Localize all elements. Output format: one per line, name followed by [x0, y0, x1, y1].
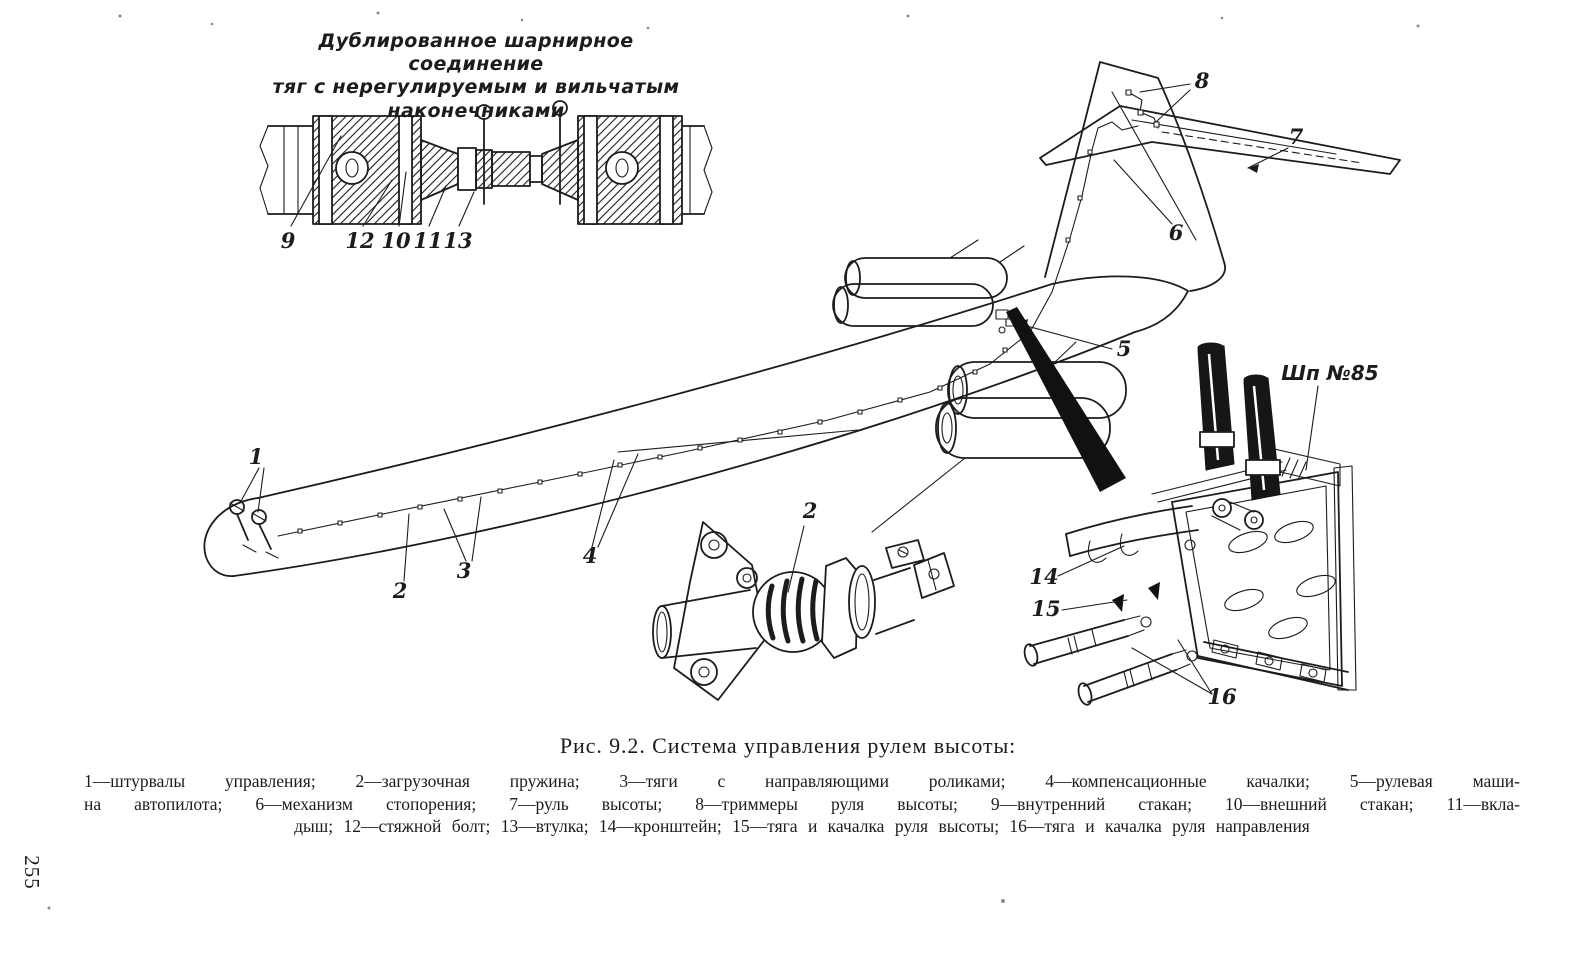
joint-inset-title — [250, 30, 702, 123]
joint-right-clamp — [578, 116, 682, 224]
callout-2-spring: 2 — [802, 498, 818, 523]
spring-rod-end — [874, 540, 954, 634]
detail-pointer-arrow — [1006, 307, 1126, 492]
joint-inset-title-line-3: наконечниками — [387, 99, 565, 122]
callout-5: 5 — [1116, 336, 1132, 361]
figure-legend — [84, 770, 1520, 838]
callout-10: 10 — [381, 228, 411, 253]
elevator-rod — [1023, 616, 1151, 667]
callout-11: 11 — [413, 228, 443, 253]
fuselage-outline — [204, 276, 1188, 576]
control-wheels — [230, 500, 278, 558]
callout-3: 3 — [456, 558, 472, 583]
callout-1: 1 — [248, 444, 264, 469]
joint-inset-title-line-2: тяг с нерегулируемым и вильчатым — [272, 76, 680, 99]
joint-right-tube — [682, 126, 712, 214]
spring-housing — [753, 558, 875, 658]
spring-detail-drawing — [653, 498, 954, 700]
joint-inset-title-line-1: Дублированное шарнирное соединение — [318, 30, 634, 76]
figure-legend-line-1: 1—штурвалы управления; 2—загрузочная пружина; 3—тяги с направляющими роликами; 4—компенсационные качалки; 5—рулевая маши- — [84, 771, 1520, 791]
figure-legend-line-3: дыш; 12—стяжной болт; 13—втулка; 14—кронштейн; 15—тяга и качалка руля высоты; 16—тяга и качалка руля направления — [294, 816, 1310, 836]
joint-left-clamp — [313, 116, 421, 224]
callout-7: 7 — [1288, 124, 1304, 149]
horizontal-stabilizer — [1040, 106, 1400, 174]
callout-16: 16 — [1207, 684, 1237, 709]
callout-9: 9 — [280, 228, 296, 253]
callout-12: 12 — [345, 228, 375, 253]
rudder-rod — [1076, 650, 1197, 706]
callout-6: 6 — [1168, 220, 1184, 245]
figure-legend-line-2: на автопилота; 6—механизм стопорения; 7—руль высоты; 8—триммеры руля высоты; 9—внутренний стакан; 10—внешний стакан; 11—вкла- — [84, 793, 1520, 814]
spring-tube — [653, 590, 756, 658]
bracket-front-arm — [1066, 506, 1198, 612]
page-number: 255 — [19, 855, 44, 890]
frame-85-label: Шп №85 — [1281, 361, 1379, 385]
bracket-backing-plate — [1334, 466, 1356, 690]
callout-15: 15 — [1031, 596, 1061, 621]
callout-14: 14 — [1029, 564, 1059, 589]
figure-caption: Рис. 9.2. Система управления рулем высоты: — [559, 733, 1017, 758]
callout-4: 4 — [582, 543, 598, 568]
callout-13: 13 — [443, 228, 473, 253]
joint-section-drawing — [260, 101, 712, 253]
callout-2-aircraft: 2 — [392, 578, 408, 603]
callout-8: 8 — [1194, 68, 1210, 93]
